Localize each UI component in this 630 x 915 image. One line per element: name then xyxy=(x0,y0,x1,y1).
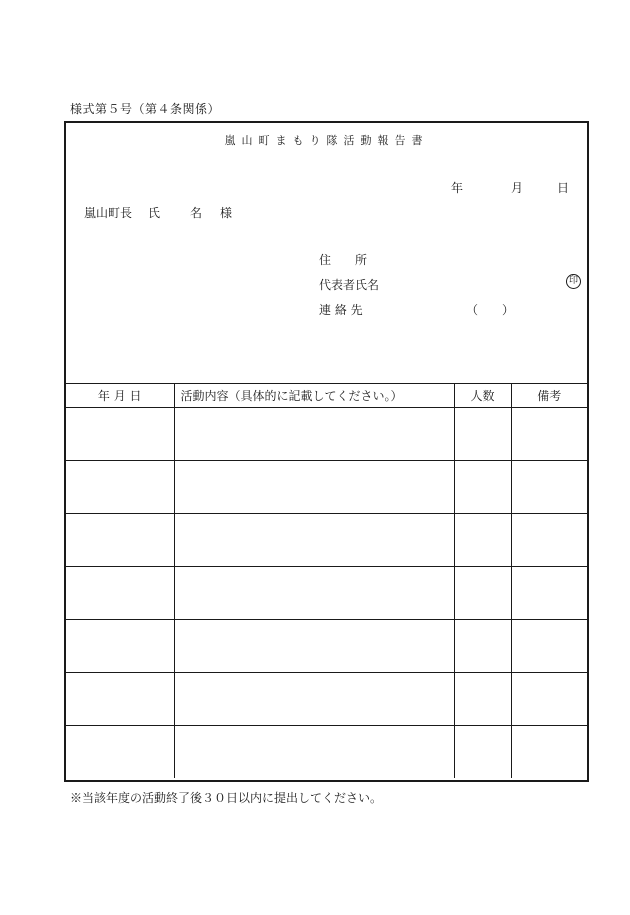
report-form xyxy=(64,121,589,782)
addressee xyxy=(84,204,232,221)
cell-activity[interactable] xyxy=(174,620,454,673)
submission-note: ※当該年度の活動終了後３０日以内に提出してください。 xyxy=(70,791,383,805)
cell-date[interactable] xyxy=(66,514,174,567)
cell-date[interactable] xyxy=(66,408,174,461)
addressee-shi: 氏 xyxy=(148,206,161,220)
cell-count[interactable] xyxy=(454,726,511,779)
table-row xyxy=(66,408,587,461)
cell-remarks[interactable] xyxy=(511,726,587,779)
table-row xyxy=(66,620,587,673)
date-line xyxy=(451,179,581,193)
table-row xyxy=(66,673,587,726)
contact-parentheses: （ ） xyxy=(466,303,515,317)
form-title: 嵐山町まもり隊活動報告書 xyxy=(224,134,429,147)
representative-label: 代表者氏名 xyxy=(319,278,380,292)
table-row xyxy=(66,461,587,514)
cell-remarks[interactable] xyxy=(511,461,587,514)
contact-label: 連 絡 先 xyxy=(319,303,363,317)
address-label: 住 所 xyxy=(319,253,368,267)
cell-remarks[interactable] xyxy=(511,673,587,726)
date-year-label: 年 xyxy=(451,181,464,195)
header-count: 人数 xyxy=(454,384,511,408)
table-header-row xyxy=(66,384,587,408)
cell-activity[interactable] xyxy=(174,408,454,461)
cell-activity[interactable] xyxy=(174,726,454,779)
table-row xyxy=(66,726,587,779)
header-activity: 活動内容（具体的に記載してください。） xyxy=(174,384,454,408)
addressee-mei: 名 xyxy=(190,206,203,220)
cell-remarks[interactable] xyxy=(511,408,587,461)
cell-count[interactable] xyxy=(454,408,511,461)
cell-count[interactable] xyxy=(454,567,511,620)
cell-date[interactable] xyxy=(66,461,174,514)
cell-remarks[interactable] xyxy=(511,514,587,567)
date-month-label: 月 xyxy=(511,181,524,195)
cell-date[interactable] xyxy=(66,673,174,726)
cell-count[interactable] xyxy=(454,461,511,514)
cell-remarks[interactable] xyxy=(511,620,587,673)
cell-date[interactable] xyxy=(66,567,174,620)
cell-count[interactable] xyxy=(454,673,511,726)
date-day-label: 日 xyxy=(557,181,570,195)
cell-date[interactable] xyxy=(66,726,174,779)
cell-activity[interactable] xyxy=(174,514,454,567)
cell-date[interactable] xyxy=(66,620,174,673)
form-number-label: 様式第５号（第４条関係） xyxy=(70,102,221,116)
cell-remarks[interactable] xyxy=(511,567,587,620)
addressee-name: 嵐山町長 xyxy=(84,206,133,220)
seal-mark-icon: 印 xyxy=(566,274,581,289)
cell-count[interactable] xyxy=(454,620,511,673)
cell-activity[interactable] xyxy=(174,567,454,620)
header-remarks: 備考 xyxy=(511,384,587,408)
activity-table xyxy=(66,383,587,778)
table-row xyxy=(66,514,587,567)
cell-count[interactable] xyxy=(454,514,511,567)
cell-activity[interactable] xyxy=(174,673,454,726)
header-date: 年 月 日 xyxy=(66,384,174,408)
cell-activity[interactable] xyxy=(174,461,454,514)
addressee-sama: 様 xyxy=(220,206,233,220)
table-row xyxy=(66,567,587,620)
